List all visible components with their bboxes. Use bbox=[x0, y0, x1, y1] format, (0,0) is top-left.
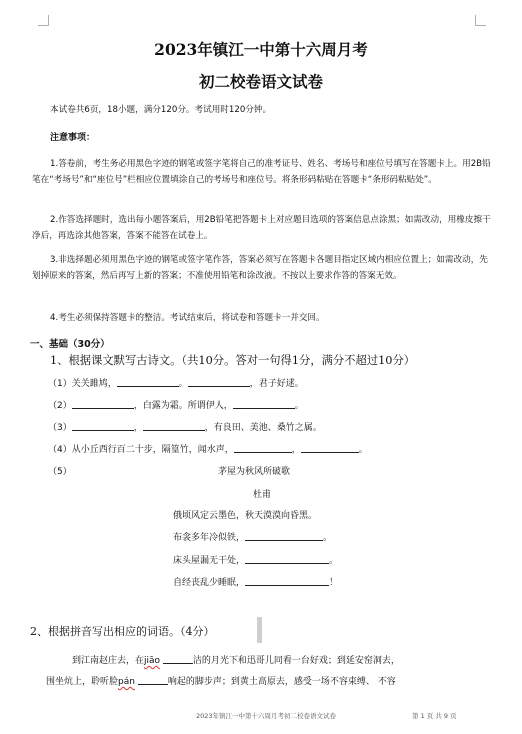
q1-line-4 bbox=[48, 442, 368, 455]
q2-text-1b: 洁的月光下和迅哥儿同看一台好戏；到延安窑洞去， bbox=[192, 656, 400, 666]
note-item-4: 4.考生必须保持答题卡的整洁。考试结束后，将试卷和答题卡一并交回。 bbox=[50, 313, 325, 323]
answer-blank[interactable] bbox=[245, 553, 329, 564]
q1-line-1-num: （1） bbox=[48, 379, 72, 389]
q1-line-2-text-a: ，白露为霜。所谓伊人， bbox=[133, 401, 233, 411]
section-heading-basics: 一、基础（30分） bbox=[30, 339, 110, 350]
question-1-prompt: 1、根据课文默写古诗文。（共10分。答对一句得1分，满分不超过10分） bbox=[50, 354, 416, 367]
poem-title: 茅屋为秋风所破歌 bbox=[218, 467, 291, 477]
q1-line-2 bbox=[48, 398, 304, 411]
pinyin-jiao: jiāo bbox=[144, 656, 161, 666]
q1-line-3-text-b: ，有良田、美池、桑竹之属。 bbox=[204, 423, 322, 433]
poem-line-3-text: 床头屋漏无干处， bbox=[173, 556, 246, 566]
q1-line-2-text-b: 。 bbox=[294, 401, 304, 411]
q2-text-1a: 到江南赵庄去，在 bbox=[72, 656, 145, 666]
q2-para-line-2 bbox=[46, 674, 396, 687]
poem-line-2-text: 布衾多年冷似铁， bbox=[173, 533, 246, 543]
exam-title: 2023年镇江一中第十六周月考 bbox=[154, 40, 368, 59]
exam-intro: 本试卷共6页，18小题，满分120分。考试用时120分钟。 bbox=[50, 105, 272, 115]
note-item-3: 3.非选择题必须用黑色字迹的钢笔或签字笔作答，答案必须写在答题卡各题目指定区域内相应位置上；如需改动，先划掉原来的答案，然后再写上新的答案；不准使用铅笔和涂改液。不按以上要求作答的答案无效。 bbox=[32, 255, 488, 281]
answer-blank[interactable] bbox=[234, 442, 292, 453]
q2-para-line-1 bbox=[72, 653, 400, 666]
q1-line-1-text-c: ，君子好逑。 bbox=[249, 379, 304, 389]
q1-line-1-text-a: 关关雎鸠， bbox=[71, 379, 117, 389]
answer-blank[interactable] bbox=[188, 376, 250, 387]
q1-line-4-text-b: ， bbox=[291, 445, 301, 455]
poem-line-2-end: 。 bbox=[323, 533, 333, 543]
answer-blank[interactable] bbox=[301, 442, 359, 453]
crop-mark-top-right bbox=[475, 15, 486, 26]
q1-line-1-text-b: 。 bbox=[178, 379, 188, 389]
question-2-prompt: 2、根据拼音写出相应的词语。（4分） bbox=[30, 625, 215, 638]
q1-line-3 bbox=[48, 420, 322, 433]
answer-blank[interactable] bbox=[245, 530, 323, 541]
crop-mark-top-left bbox=[38, 15, 49, 26]
answer-blank[interactable] bbox=[245, 575, 329, 586]
poem-line-4-text: 自经丧乱少睡眠， bbox=[173, 578, 246, 588]
footer-title: 2023年镇江一中第十六周月考初二校卷语文试卷 bbox=[196, 712, 337, 720]
note-item-1: 1.答卷前，考生务必用黑色字迹的钢笔或签字笔将自己的准考证号、姓名、考场号和座位号填写在答题卡上。用2B铅笔在“考场号”和“座位号”栏相应位置填涂自己的考场号和座位号。将条形码粘贴在答题卡“条形码粘贴处”。 bbox=[32, 159, 491, 185]
answer-blank[interactable] bbox=[233, 398, 295, 409]
answer-blank[interactable] bbox=[117, 376, 179, 387]
footer-page-number: 第 1 页 共 9 页 bbox=[412, 712, 457, 720]
answer-blank[interactable] bbox=[163, 653, 193, 664]
poem-line-3-end: 。 bbox=[329, 556, 339, 566]
answer-blank[interactable] bbox=[72, 420, 134, 431]
poem-line-2 bbox=[173, 530, 332, 543]
poem-line-3 bbox=[173, 553, 338, 566]
answer-blank[interactable] bbox=[143, 420, 205, 431]
q1-line-5-num: （5） bbox=[48, 467, 72, 477]
poem-line-1: 俄顷风定云墨色，秋天漠漠向昏黑。 bbox=[173, 511, 318, 521]
notes-heading: 注意事项： bbox=[50, 133, 96, 143]
q1-line-1 bbox=[48, 376, 304, 389]
q1-line-2-num: （2） bbox=[48, 401, 72, 411]
q1-line-3-num: （3） bbox=[48, 423, 72, 433]
text-cursor bbox=[257, 617, 262, 643]
answer-blank[interactable] bbox=[72, 398, 134, 409]
poem-line-4 bbox=[173, 575, 338, 588]
q2-text-2b: 响起的脚步声；到黄土高原去，感受一场不容束缚、 不容 bbox=[167, 677, 396, 687]
poem-author: 杜甫 bbox=[253, 490, 272, 500]
note-item-2: 2.作答选择题时，选出每小题答案后，用2B铅笔把答题卡上对应题目选项的答案信息点涂黑；如需改动，用橡皮擦干净后，再选涂其他答案，答案不能答在试卷上。 bbox=[32, 215, 491, 241]
pinyin-pan: pán bbox=[118, 677, 135, 687]
q1-line-4-text-a: 从小丘西行百二十步，隔篁竹，闻水声， bbox=[71, 445, 234, 455]
q1-line-4-num: （4） bbox=[48, 445, 72, 455]
q1-line-4-text-c: 。 bbox=[358, 445, 368, 455]
q1-line-3-text-a: ， bbox=[133, 423, 143, 433]
exam-subtitle: 初二校卷语文试卷 bbox=[198, 72, 323, 91]
answer-blank[interactable] bbox=[138, 674, 168, 685]
poem-line-4-end: ！ bbox=[329, 578, 339, 588]
q2-text-2a: 围坐炕上，聆听脸 bbox=[46, 677, 119, 687]
